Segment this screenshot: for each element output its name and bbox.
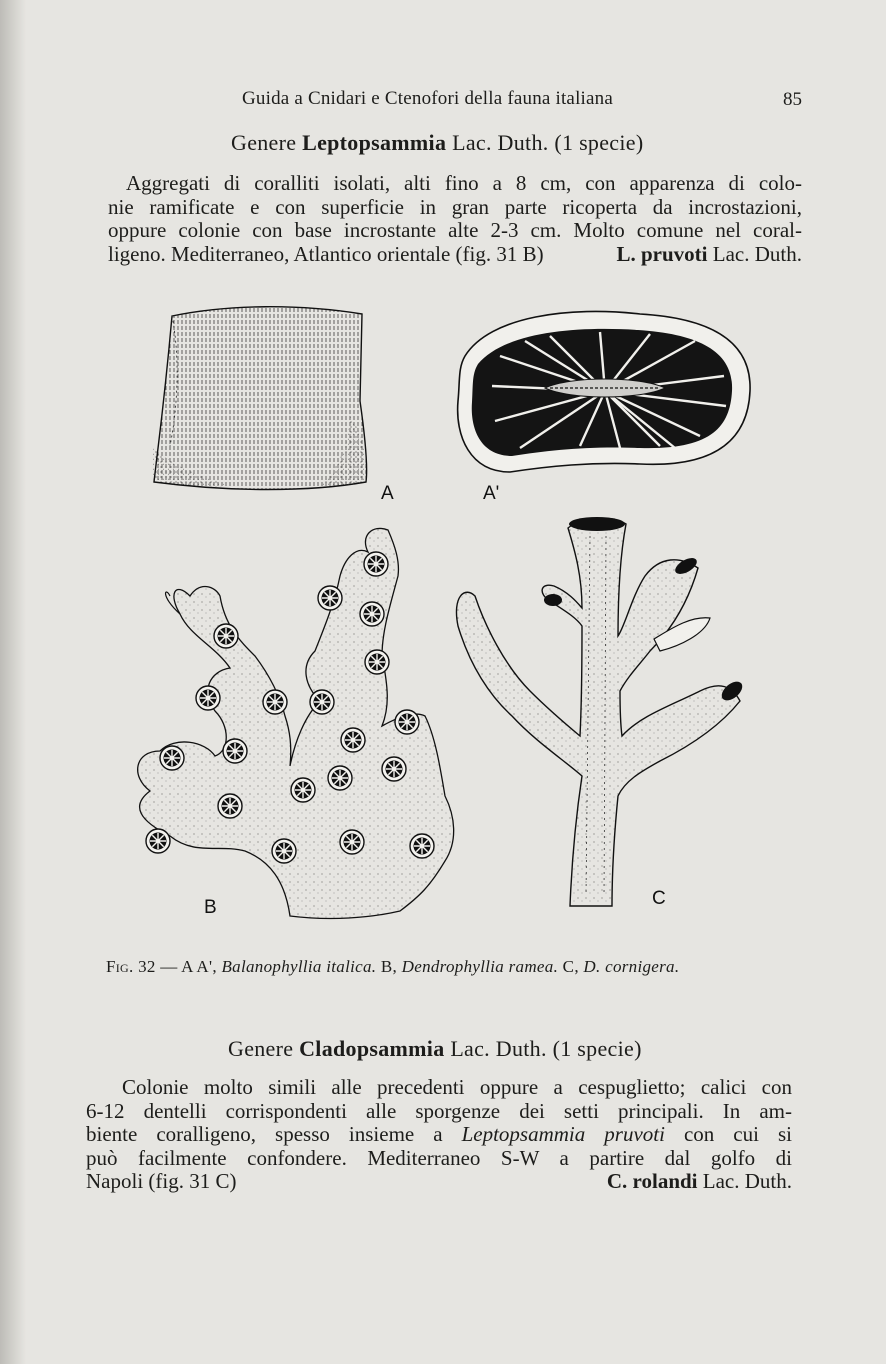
heading-prefix: Genere xyxy=(228,1036,300,1061)
figure-illustration xyxy=(120,296,800,926)
italic-species: Leptopsammia pruvoti xyxy=(461,1122,665,1146)
heading-suffix: Lac. Duth. (1 specie) xyxy=(444,1036,642,1061)
species-name: L. pruvoti xyxy=(616,241,708,266)
caption-text: C, xyxy=(558,957,584,976)
caption-species: D. cornigera. xyxy=(583,957,680,976)
caption-species: Dendrophyllia ramea. xyxy=(401,957,559,976)
caption-species: Balanophyllia italica. xyxy=(221,957,377,976)
text-line: Napoli (fig. 31 C) xyxy=(86,1169,237,1193)
figure-32 xyxy=(120,296,800,926)
species-author: Lac. Duth. xyxy=(697,1169,792,1193)
genus-heading-cladopsammia xyxy=(228,1036,642,1062)
text-line: oppure colonie con base incrostante alte 2-3 cm. Molto comune nel coral- xyxy=(108,218,802,242)
page-binding-shadow xyxy=(0,0,26,1364)
figure-label-a: A xyxy=(381,483,394,504)
species-name: C. rolandi xyxy=(606,1169,698,1193)
genus-heading-leptopsammia xyxy=(231,130,643,156)
text-line: ligeno. Mediterraneo, Atlantico orientale (fig. 31 B) xyxy=(108,241,544,266)
caption-text: B, xyxy=(376,957,402,976)
heading-suffix: Lac. Duth. (1 specie) xyxy=(446,130,644,155)
text-line: nie ramificate e con superficie in gran parte ricoperta da incrostazioni, xyxy=(108,194,802,219)
drawing-a-lateral-view xyxy=(152,307,367,490)
figure-label-b: B xyxy=(204,897,217,918)
text-line: Aggregati di coralliti isolati, alti fino a 8 cm, con apparenza di colo- xyxy=(126,171,802,195)
running-title: Guida a Cnidari e Ctenofori della fauna italiana xyxy=(242,88,613,109)
page-number: 85 xyxy=(783,89,802,110)
figure-caption xyxy=(106,957,679,977)
drawing-c-dendrophyllia-cornigera xyxy=(456,517,745,906)
paragraph-leptopsammia xyxy=(108,172,802,266)
caption-fig-number: Fig. 32 xyxy=(106,957,156,976)
text-line: può facilmente confondere. Mediterraneo S-W a partire dal golfo di xyxy=(86,1145,792,1170)
text-segment: con cui si xyxy=(664,1122,792,1146)
heading-genus: Leptopsammia xyxy=(302,130,447,155)
text-line-with-italic xyxy=(86,1123,792,1147)
text-line-last xyxy=(108,243,802,267)
drawing-b-dendrophyllia-ramea xyxy=(138,528,454,918)
text-line: 6-12 dentelli corrispondenti alle sporgenze dei setti principali. In am- xyxy=(86,1098,792,1123)
text-line: Colonie molto simili alle precedenti oppure a cespuglietto; calici con xyxy=(122,1075,792,1099)
species-name-line xyxy=(607,1170,792,1194)
figure-label-a-prime: A' xyxy=(483,483,500,504)
text-line-last xyxy=(86,1170,792,1194)
heading-prefix: Genere xyxy=(231,130,303,155)
heading-genus: Cladopsammia xyxy=(299,1036,445,1061)
drawing-a-prime-calyx-view xyxy=(458,311,750,472)
species-author: Lac. Duth. xyxy=(707,241,802,266)
figure-label-c: C xyxy=(652,888,666,909)
species-name-line xyxy=(617,243,803,267)
paragraph-cladopsammia xyxy=(86,1076,792,1194)
text-segment: biente coralligeno, spesso insieme a xyxy=(86,1122,462,1146)
caption-text: — A A', xyxy=(155,957,222,976)
